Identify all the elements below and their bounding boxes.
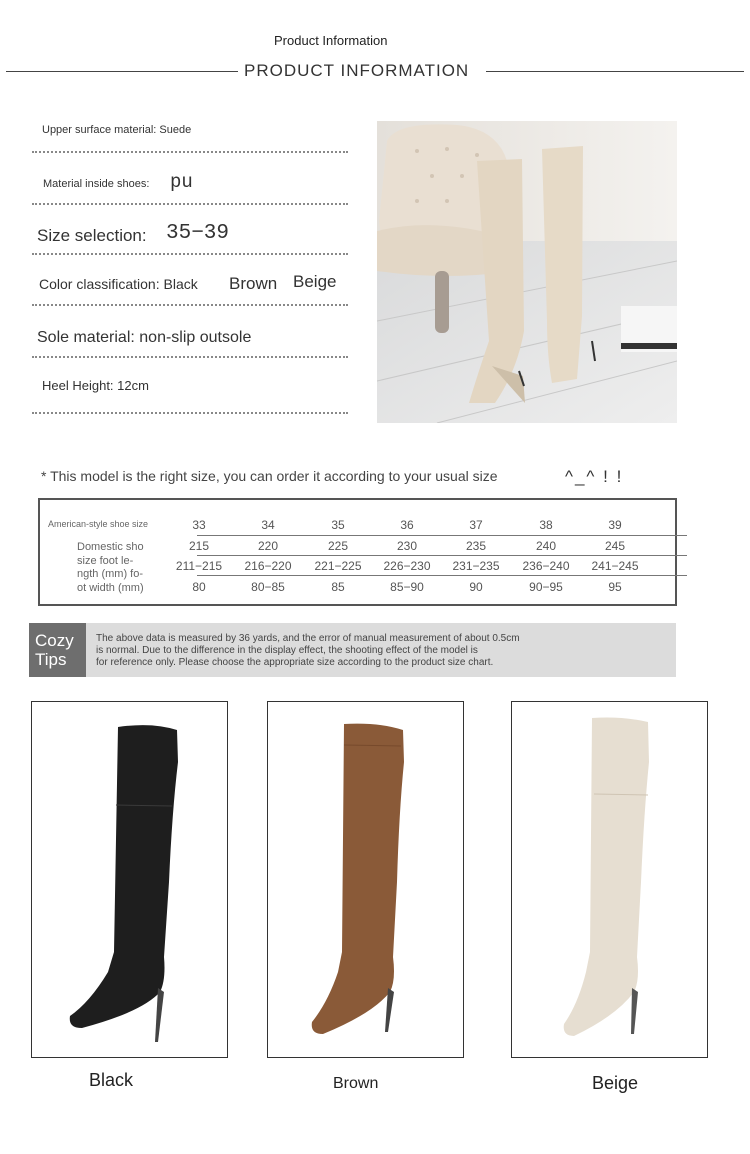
size-table [38,498,677,606]
size-cell-length: 241−245 [591,559,639,573]
size-cell-length: 221−225 [314,559,362,573]
spec-upper-material [32,114,348,153]
size-cell-width: 95 [608,580,622,594]
size-cell-length: 211−215 [175,559,223,573]
size-cell-domestic: 215 [188,539,210,553]
spec-size-label: Size selection: [37,226,147,245]
cozy-tips-title-2: Tips [35,650,67,669]
spec-heel [32,366,348,414]
size-cell-width: 85 [331,580,345,594]
size-table-rule [197,535,687,536]
size-cell-us: 35 [331,518,345,532]
size-cell-length: 231−235 [452,559,500,573]
size-table-header-label: American-style shoe size [48,519,149,529]
size-note: * This model is the right size, you can order it according to your usual size [41,468,498,484]
variant-label-brown: Brown [333,1075,379,1092]
size-cell-domestic: 235 [465,539,487,553]
size-note-emoticon: ^_^ ! ! [565,467,624,486]
variant-image-black[interactable] [31,701,228,1058]
size-cell-us: 33 [192,518,206,532]
size-cell-us: 38 [539,518,553,532]
spec-color-label: Color classification: Black [39,276,198,292]
product-photo [377,121,677,423]
spec-inside-material [32,163,348,205]
spec-sole-text: Sole material: non-slip outsole [37,329,252,346]
size-cell-width: 80−85 [251,580,285,594]
variant-label-beige: Beige [592,1073,639,1093]
size-table-label-line: ot width (mm) [77,582,144,594]
size-cell-us: 34 [261,518,275,532]
size-cell-length: 226−230 [383,559,431,573]
spec-upper-text: Upper surface material: Suede [42,124,192,136]
cozy-tips-heading [29,623,86,677]
cozy-tips-panel [29,623,676,677]
cozy-tips-line: for reference only. Please choose the appropriate size according to the product size chart. [96,657,494,668]
variant-label-black: Black [89,1070,134,1090]
size-cell-width: 90−95 [529,580,563,594]
spec-color [32,264,348,306]
size-cell-domestic: 225 [327,539,349,553]
cozy-tips-body [96,633,520,669]
page-title: PRODUCT INFORMATION [244,61,470,80]
size-cell-domestic: 245 [604,539,626,553]
size-cell-width: 80 [192,580,206,594]
spec-inside-label: Material inside shoes: [43,178,150,190]
size-table-label-line: Domestic sho [77,541,144,553]
cozy-tips-line: The above data is measured by 36 yards, and the error of manual measurement of about 0.5cm [96,633,520,644]
spec-sole [32,315,348,358]
spec-color-brown: Brown [229,274,278,293]
size-cell-us: 39 [608,518,622,532]
cozy-tips-line: is normal. Due to the difference in the display effect, the shooting effect of the model is [96,645,478,656]
variant-image-beige[interactable] [511,701,708,1058]
spec-size [32,213,348,255]
title-divider-left [6,71,238,72]
cozy-tips-title-1: Cozy [35,631,74,650]
size-cell-domestic: 240 [535,539,557,553]
title-divider-right [486,71,744,72]
size-cell-domestic: 220 [257,539,279,553]
spec-inside-value: pu [170,171,193,193]
spec-color-beige: Beige [293,272,337,291]
variant-image-brown[interactable] [267,701,464,1058]
size-table-rule [197,555,687,556]
spec-size-value: 35−39 [166,222,230,245]
size-table-label-line: size foot le- [77,555,134,567]
spec-heel-text: Heel Height: 12cm [42,378,149,393]
size-cell-us: 37 [469,518,483,532]
size-cell-width: 85−90 [390,580,424,594]
size-cell-us: 36 [400,518,414,532]
size-cell-width: 90 [469,580,483,594]
size-table-rule [197,575,687,576]
size-cell-domestic: 230 [396,539,418,553]
size-table-label-line: ngth (mm) fo- [77,568,144,580]
page-subtitle: Product Information [274,33,388,48]
size-cell-length: 216−220 [244,559,292,573]
size-cell-length: 236−240 [522,559,570,573]
